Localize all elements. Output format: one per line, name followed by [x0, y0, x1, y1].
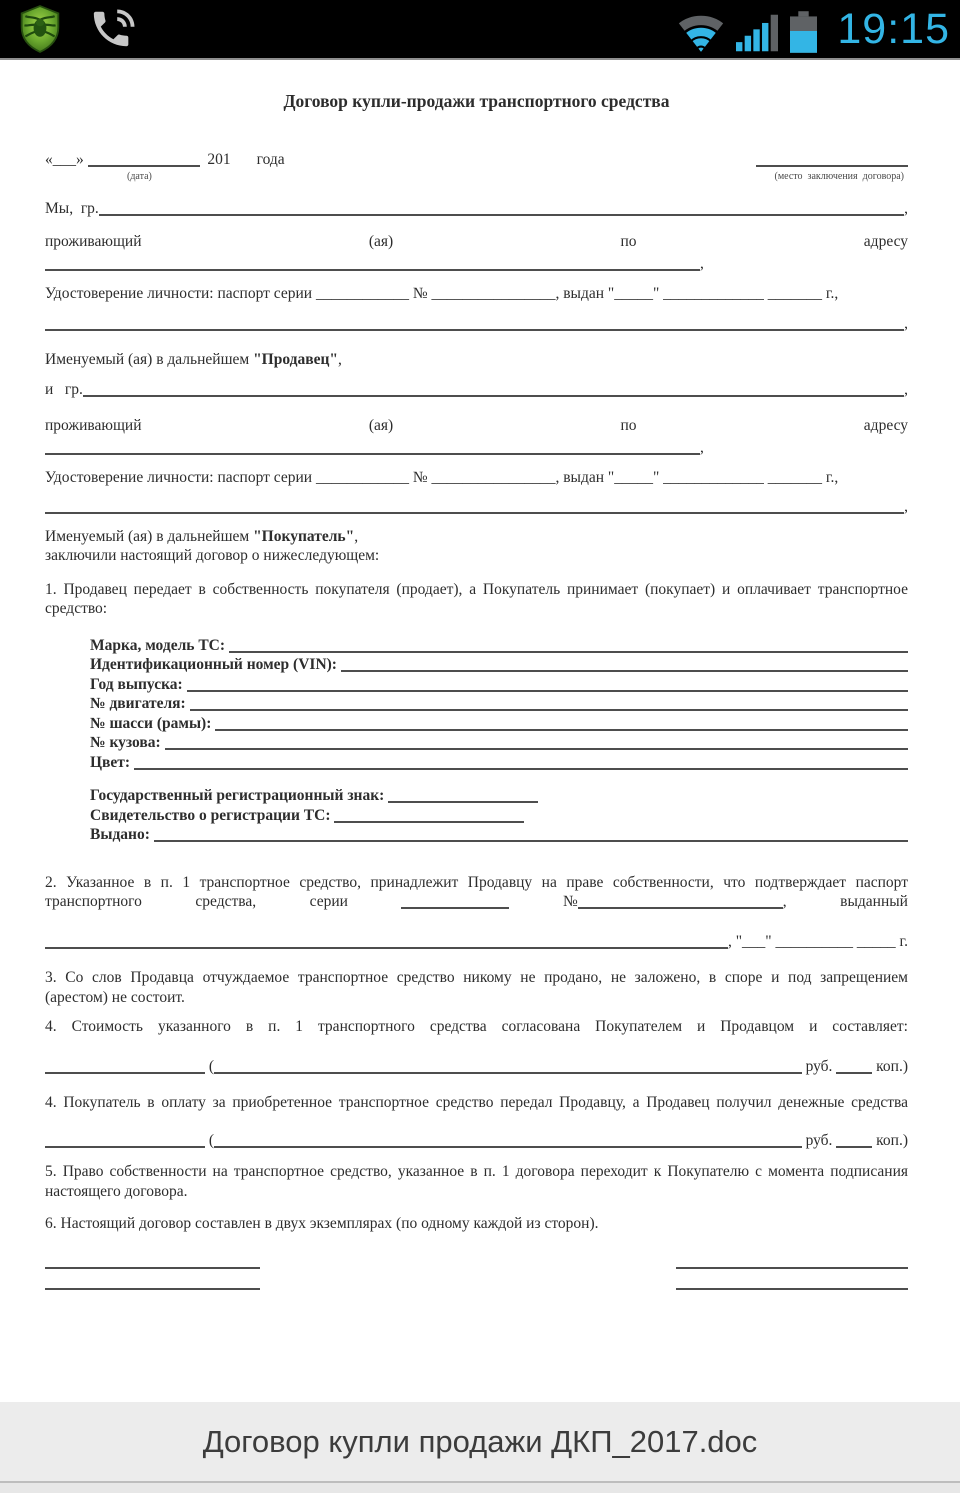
blank-line: [88, 165, 200, 167]
blank-line: [756, 165, 908, 167]
document-page[interactable]: [0, 62, 960, 1403]
text-run: ,: [338, 350, 342, 368]
seller-address-row: [45, 254, 908, 274]
reg-plate-row: [45, 786, 908, 806]
clause2-line3: [45, 932, 908, 952]
seller-alias-row: [45, 350, 908, 370]
spacer: [231, 163, 257, 164]
text-run: № шасси (рамы):: [90, 714, 216, 732]
reg-cert-row: [45, 806, 908, 826]
wifi-icon: [678, 13, 724, 53]
text-run: Удостоверение личности: паспорт серии ____________ № ________________, выдан "_____" _____________ _______ г.,: [45, 284, 839, 302]
seller-passport-row: [45, 284, 908, 304]
blank-line: [388, 801, 538, 803]
text-run: Цвет:: [90, 753, 134, 771]
text-run: ,: [700, 439, 704, 456]
text-run: Именуемый (ая) в дальнейшем: [45, 527, 254, 545]
text-run: коп.): [872, 1057, 908, 1075]
blank-line: [341, 670, 908, 672]
text-run: проживающий: [45, 416, 142, 434]
clause4b-payment-line: 4. Покупатель в оплату за приобретенное транспортное средство передал Продавцу, а Продавец получил денежные средства: [45, 1094, 908, 1111]
text-run: (ая): [368, 232, 394, 250]
spacer: [45, 178, 127, 179]
text-run: (: [205, 1131, 215, 1149]
status-bar[interactable]: [0, 0, 960, 60]
spacer: [152, 178, 775, 179]
signature-row-1: [45, 1264, 908, 1266]
text-run: по: [620, 416, 637, 434]
clause4b-amount-row: [45, 1131, 908, 1151]
text-run: (ая): [368, 416, 394, 434]
spacer: [142, 245, 369, 246]
drweb-shield-icon: [18, 5, 62, 53]
text-run: Выдано:: [90, 826, 154, 843]
text-run: Марка, модель ТС:: [90, 636, 229, 654]
text-run: ,: [904, 315, 908, 332]
blank-line: [45, 269, 700, 271]
text-run: заключили настоящий договор о нижеследующем:: [45, 547, 380, 564]
text-run: Год выпуска:: [90, 675, 187, 693]
blank-line: [676, 1288, 908, 1290]
clause5-line1: 5. Право собственности на транспортное средство, указанное в п. 1 договора переходит к Покупателю с момента подписания: [45, 1163, 908, 1180]
text-run: Удостоверение личности: паспорт серии ____________ № ________________, выдан "_____" _____________ _______ г.,: [45, 468, 839, 486]
text-run: ,: [782, 893, 787, 910]
bottom-edge-strip: [0, 1481, 960, 1493]
spacer: [637, 429, 864, 430]
blank-line: [215, 729, 908, 731]
date-captions: [45, 171, 908, 183]
vehicle-engine-row: [45, 694, 908, 714]
clause2-line2: [45, 892, 908, 912]
seller-name-row: [45, 199, 908, 219]
clause3-line2: [45, 988, 908, 1008]
blank-line: [836, 1072, 872, 1074]
text-run: Свидетельство о регистрации ТС:: [90, 806, 335, 824]
spacer: [393, 245, 620, 246]
text-run: , "___" __________ _____ г.: [727, 932, 908, 950]
text-run: 201: [199, 150, 231, 168]
vehicle-color-row: [45, 753, 908, 773]
buyer-residing-row: [45, 416, 908, 436]
preamble-row: [45, 546, 908, 566]
blank-line: [45, 453, 700, 455]
reg-issued-row: [45, 825, 908, 845]
seller-residing-row: [45, 232, 908, 252]
text-run: руб.: [801, 1131, 837, 1149]
blank-line: [154, 840, 908, 842]
text-run: №: [562, 893, 578, 910]
clause6-line: [45, 1214, 908, 1234]
blank-line: [165, 748, 908, 750]
blank-line: [214, 1146, 802, 1148]
blank-line: [187, 690, 908, 692]
phone-call-icon: [88, 6, 138, 52]
text-run: адресу: [863, 416, 909, 434]
text-run: "Продавец": [253, 350, 339, 368]
battery-icon: [790, 11, 817, 53]
text-run: руб.: [801, 1057, 837, 1075]
blank-line: [45, 512, 904, 514]
buyer-address-row: [45, 438, 908, 458]
text-run: Именуемый (ая) в дальнейшем: [45, 350, 254, 368]
vehicle-chassis-row: [45, 714, 908, 734]
blank-line: [45, 1072, 205, 1074]
text-run: серии: [309, 893, 348, 910]
text-run: настоящего договора.: [45, 1182, 188, 1200]
blank-line: [45, 947, 728, 949]
text-run: 6. Настоящий договор составлен в двух экземплярах (по одному каждой из сторон).: [45, 1215, 599, 1232]
text-run: (место заключения договора): [774, 171, 904, 182]
text-run: «___»: [45, 150, 88, 168]
blank-line: [214, 1072, 802, 1074]
clause4-price-line: 4. Стоимость указанного в п. 1 транспортного средства согласована Покупателем и Продавцом и составляет:: [45, 1018, 908, 1035]
text-run: ,: [904, 498, 908, 515]
blank-line: [401, 907, 509, 909]
text-run: средства,: [195, 893, 257, 910]
clause3-line1: 3. Со слов Продавца отчуждаемое транспортное средство никому не продано, не заложено, в споре и под запрещением: [45, 969, 908, 986]
text-run: (арестом) не состоит.: [45, 988, 185, 1006]
blank-line: [45, 329, 904, 331]
filename-bar: [0, 1402, 960, 1481]
clause2-line1: 2. Указанное в п. 1 транспортное средство, принадлежит Продавцу на праве собственности, что подтверждает паспорт: [45, 873, 908, 891]
blank-line: [190, 709, 908, 711]
text-run: ,: [354, 527, 359, 545]
spacer: [260, 1265, 676, 1266]
buyer-passport-issuer-row: [45, 497, 908, 517]
text-run: ,: [904, 381, 908, 398]
status-bar-left: [18, 5, 138, 53]
blank-line: [578, 907, 783, 909]
spacer: [787, 905, 841, 906]
signal-strength-icon: [736, 13, 778, 53]
clause4-amount-row: [45, 1057, 908, 1077]
clock: 19:15: [837, 5, 950, 53]
text-run: выданный: [840, 893, 908, 910]
spacer: [260, 1286, 676, 1287]
buyer-alias-row: [45, 527, 908, 547]
spacer: [348, 905, 402, 906]
doc-title: [45, 92, 908, 112]
spacer: [142, 429, 369, 430]
text-run: (: [205, 1057, 215, 1075]
text-run: проживающий: [45, 232, 142, 250]
blank-line: [134, 768, 908, 770]
signature-row-2: [45, 1285, 908, 1287]
text-run: Мы, гр.: [45, 200, 99, 217]
blank-line: [83, 395, 904, 397]
blank-line: [99, 214, 904, 216]
vehicle-make-row: [45, 636, 908, 656]
status-bar-right: [678, 5, 950, 53]
blank-line: [676, 1267, 908, 1269]
blank-line: [229, 651, 908, 653]
text-run: адресу: [863, 232, 909, 250]
blank-line: [334, 821, 524, 823]
text-run: и гр.: [45, 381, 83, 398]
clause1-line1: 1. Продавец передает в собственность покупателя (продает), а Покупатель принимает (покупает) и оплачивает транспортное: [45, 580, 908, 598]
spacer: [637, 245, 864, 246]
text-run: № двигателя:: [90, 695, 190, 712]
spacer: [285, 163, 756, 164]
text-run: Идентификационный номер (VIN):: [90, 656, 341, 673]
spacer: [904, 178, 908, 179]
text-run: по: [620, 232, 637, 250]
text-run: года: [256, 150, 285, 168]
date-row: [45, 150, 908, 170]
bottom-bar: [0, 1402, 960, 1493]
blank-line: [836, 1146, 872, 1148]
text-run: Государственный регистрационный знак:: [90, 787, 389, 804]
text-run: Договор купли-продажи транспортного средства: [283, 91, 670, 111]
buyer-name-row: [45, 380, 908, 400]
text-run: (дата): [127, 171, 152, 182]
clause5-line2: [45, 1182, 908, 1202]
vehicle-body-row: [45, 733, 908, 753]
spacer: [393, 429, 620, 430]
text-run: № кузова:: [90, 734, 165, 751]
clause1-line2: [45, 599, 908, 619]
text-run: ,: [904, 200, 908, 217]
buyer-passport-row: [45, 468, 908, 488]
text-run: "Покупатель": [253, 527, 355, 545]
text-run: коп.): [872, 1131, 908, 1149]
text-run: средство:: [45, 600, 108, 617]
blank-line: [45, 1288, 260, 1290]
spacer: [142, 905, 196, 906]
vehicle-year-row: [45, 675, 908, 695]
document-filename: Договор купли продажи ДКП_2017.doc: [202, 1423, 758, 1459]
spacer: [256, 905, 310, 906]
seller-passport-issuer-row: [45, 314, 908, 334]
text-run: ,: [700, 255, 704, 272]
spacer: [509, 905, 563, 906]
vehicle-vin-row: [45, 655, 908, 675]
text-run: транспортного: [45, 893, 142, 910]
blank-line: [45, 1267, 260, 1269]
blank-line: [45, 1146, 205, 1148]
